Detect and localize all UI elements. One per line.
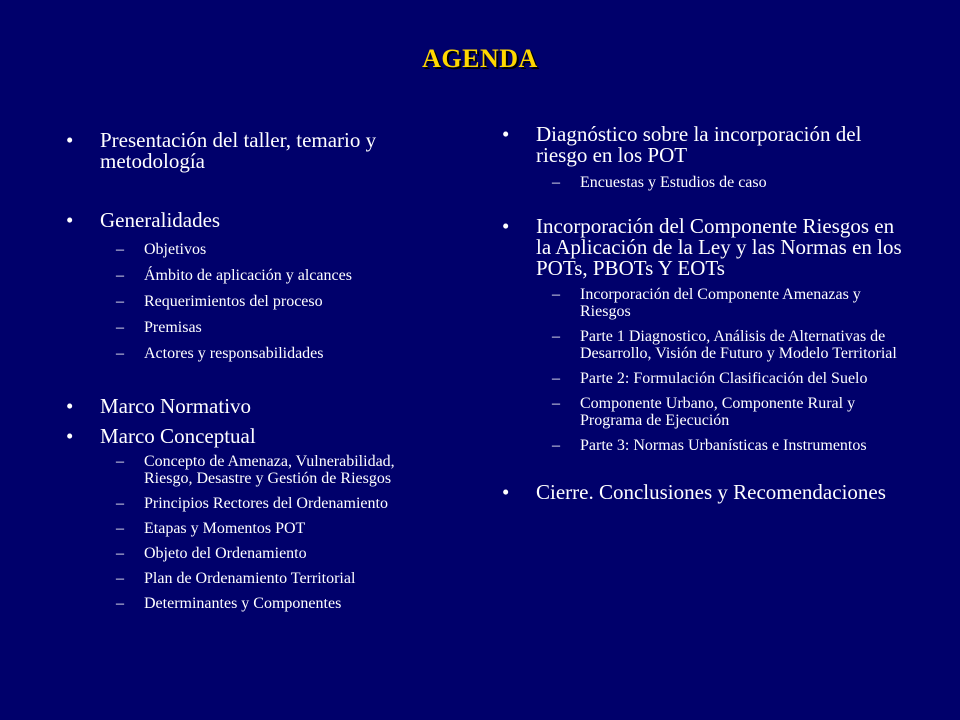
agenda-subitem (60, 595, 440, 612)
dash-icon: – (116, 345, 124, 362)
bullet-icon: • (66, 128, 74, 152)
agenda-item-label: Generalidades (100, 208, 221, 232)
dash-icon: – (116, 319, 124, 336)
agenda-item (60, 426, 440, 612)
agenda-right-column (496, 124, 906, 503)
agenda-left-column (60, 130, 440, 612)
dash-icon: – (552, 286, 560, 303)
dash-icon: – (116, 545, 124, 562)
agenda-item (60, 210, 440, 362)
dash-icon: – (552, 370, 560, 387)
dash-icon: – (116, 595, 124, 612)
page-title: AGENDA (422, 44, 538, 73)
agenda-item-row (496, 124, 906, 166)
agenda-subitem (496, 286, 906, 320)
agenda-subitem (496, 174, 906, 191)
dash-icon: – (116, 293, 124, 310)
bullet-icon: • (502, 214, 510, 238)
agenda-item (60, 396, 440, 417)
agenda-subitem (496, 437, 906, 454)
agenda-subitem-label: Parte 1 Diagnostico, Análisis de Alternativas de Desarrollo, Visión de Futuro y Modelo Territorial (580, 328, 897, 362)
agenda-item-label: Marco Conceptual (100, 424, 256, 448)
agenda-item-row (60, 130, 440, 172)
agenda-item (60, 130, 440, 172)
agenda-subitem-label: Actores y responsabilidades (144, 345, 324, 362)
agenda-item (496, 216, 906, 454)
agenda-subitem-label: Etapas y Momentos POT (144, 520, 306, 537)
dash-icon: – (116, 520, 124, 537)
agenda-subitem (60, 520, 440, 537)
agenda-subitem-label: Determinantes y Componentes (144, 595, 342, 612)
dash-icon: – (552, 395, 560, 412)
bullet-icon: • (66, 208, 74, 232)
agenda-subitem-label: Requerimientos del proceso (144, 293, 323, 310)
agenda-subitem (60, 319, 440, 336)
agenda-subitem (60, 241, 440, 258)
agenda-item-row (496, 482, 906, 503)
bullet-icon: • (66, 424, 74, 448)
agenda-subitem-label: Objeto del Ordenamiento (144, 545, 307, 562)
dash-icon: – (116, 495, 124, 512)
agenda-item (496, 482, 906, 503)
agenda-item (496, 124, 906, 191)
agenda-item-label: Cierre. Conclusiones y Recomendaciones (536, 480, 886, 504)
agenda-subitem (496, 370, 906, 387)
agenda-subitem (60, 453, 440, 487)
agenda-subitem-label: Concepto de Amenaza, Vulnerabilidad, Riesgo, Desastre y Gestión de Riesgos (144, 453, 395, 487)
agenda-subitem-label: Ámbito de aplicación y alcances (144, 267, 352, 284)
agenda-subitem-label: Premisas (144, 319, 202, 336)
agenda-subitem (60, 345, 440, 362)
dash-icon: – (116, 570, 124, 587)
agenda-item-row (60, 210, 440, 231)
agenda-subitem-label: Parte 2: Formulación Clasificación del Suelo (580, 370, 868, 387)
agenda-item-label: Marco Normativo (100, 394, 252, 418)
agenda-subitem (60, 545, 440, 562)
agenda-subitem (60, 267, 440, 284)
dash-icon: – (552, 437, 560, 454)
bullet-icon: • (502, 122, 510, 146)
agenda-item-label: Diagnóstico sobre la incorporación del riesgo en los POT (536, 122, 862, 167)
agenda-subitem-label: Encuestas y Estudios de caso (580, 174, 767, 191)
agenda-item-label: Incorporación del Componente Riesgos en la Aplicación de la Ley y las Normas en los POTs, PBOTs Y EOTs (536, 214, 902, 280)
agenda-subitem-label: Incorporación del Componente Amenazas y Riesgos (580, 286, 861, 320)
agenda-subitem-label: Parte 3: Normas Urbanísticas e Instrumentos (580, 437, 867, 454)
agenda-item-row (60, 426, 440, 447)
dash-icon: – (552, 174, 560, 191)
agenda-subitem-label: Objetivos (144, 241, 207, 258)
agenda-subitem (496, 395, 906, 429)
dash-icon: – (116, 241, 124, 258)
agenda-subitem-label: Plan de Ordenamiento Territorial (144, 570, 356, 587)
agenda-subitem-label: Componente Urbano, Componente Rural y Programa de Ejecución (580, 395, 856, 429)
agenda-subitem (60, 495, 440, 512)
agenda-item-row (496, 216, 906, 279)
dash-icon: – (552, 328, 560, 345)
agenda-subitem (496, 328, 906, 362)
dash-icon: – (116, 267, 124, 284)
agenda-subitem-label: Principios Rectores del Ordenamiento (144, 495, 388, 512)
agenda-subitem (60, 570, 440, 587)
dash-icon: – (116, 453, 124, 470)
agenda-subitem (60, 293, 440, 310)
bullet-icon: • (502, 480, 510, 504)
bullet-icon: • (66, 394, 74, 418)
agenda-item-row (60, 396, 440, 417)
agenda-item-label: Presentación del taller, temario y metodología (100, 128, 377, 173)
